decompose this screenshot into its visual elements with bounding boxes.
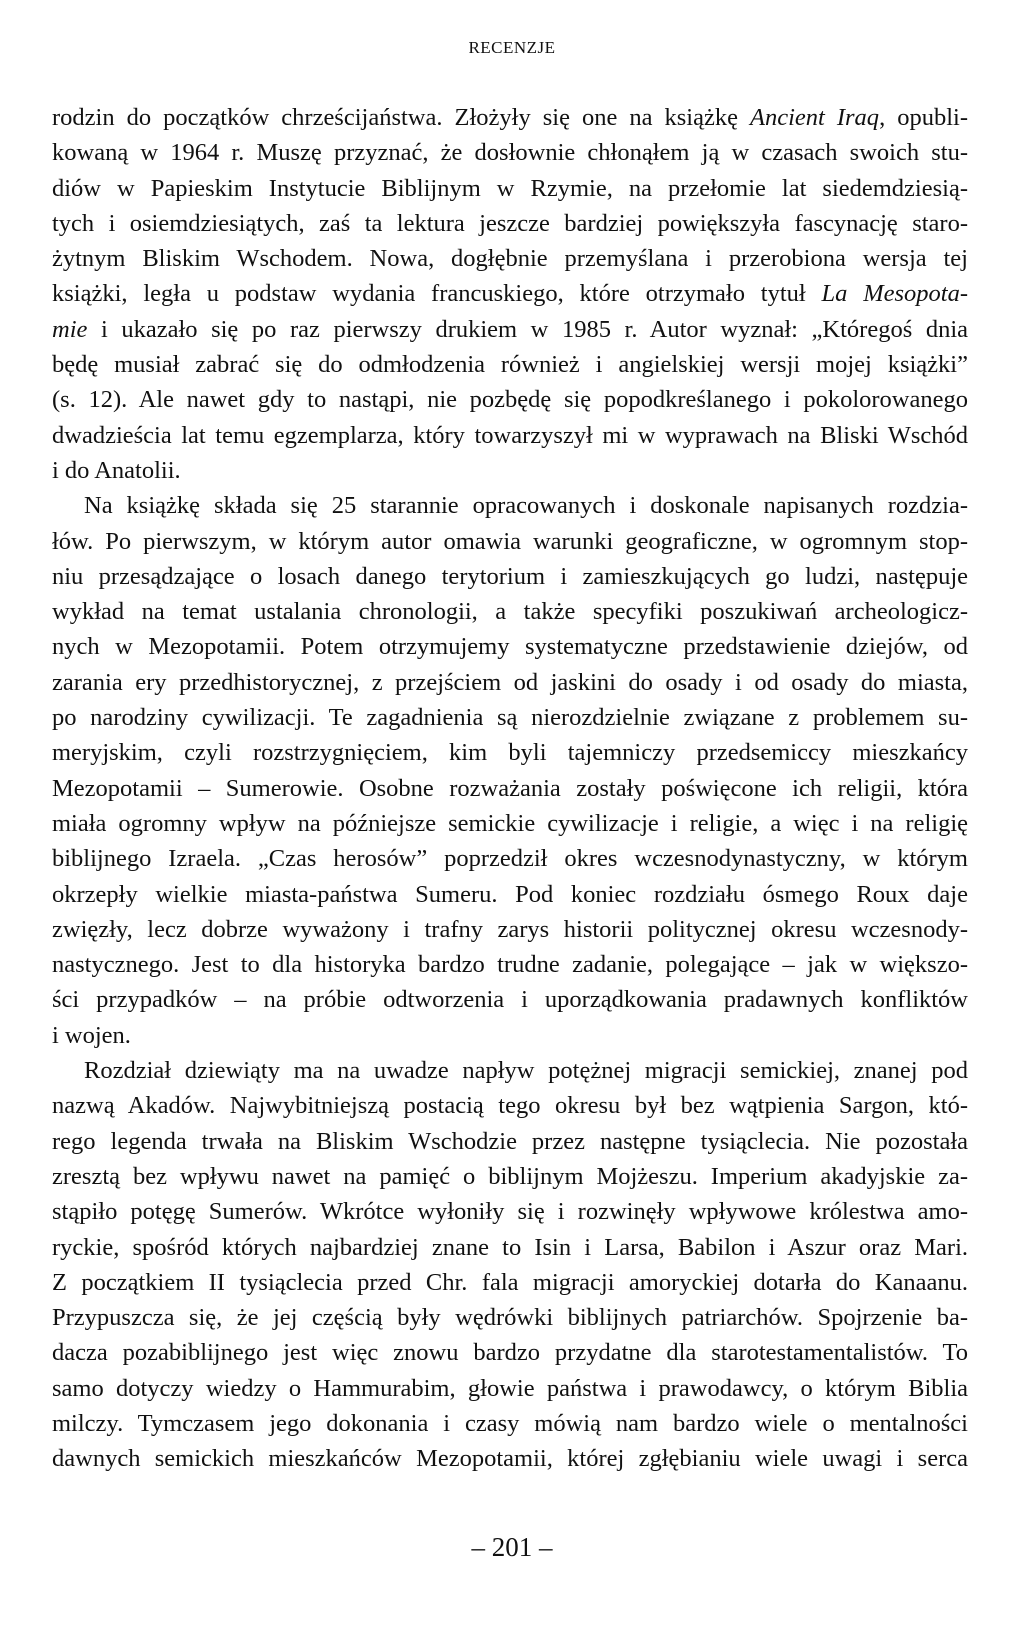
book-title: Ancient Iraq: [750, 104, 880, 131]
text-line: [52, 1159, 968, 1194]
page-number: – 201 –: [471, 1532, 553, 1562]
text-line: [52, 841, 968, 876]
book-title: mie: [52, 315, 88, 343]
line-text: rego legenda trwała na Bliskim Wschodzie przez następne tysiąclecia. Nie pozostała: [52, 1127, 968, 1155]
line-text: dwadzieścia lat temu egzemplarza, który towarzyszył mi w wyprawach na Bliski Wschód: [52, 421, 968, 449]
line-text: nazwą Akadów. Najwybitniejszą postacią tego okresu był bez wątpienia Sargon, któ-: [52, 1092, 968, 1120]
text-line: [52, 1088, 968, 1123]
text-line: [52, 806, 968, 841]
line-text: dawnych semickich mieszkańców Mezopotamii, której zgłębianiu wiele uwagi i serca: [52, 1445, 968, 1473]
line-text: meryjskim, czyli rozstrzygnięciem, kim byli tajemniczy przedsemiccy mieszkańcy: [52, 739, 968, 767]
line-text: diów w Papieskim Instytucie Biblijnym w Rzymie, na przełomie lat siedemdziesią-: [52, 174, 968, 202]
text-line: [52, 488, 968, 523]
text-line: [52, 276, 968, 311]
line-text: dacza pozabiblijnego jest więc znowu bardzo przydatne dla starotestamentalistów. To: [52, 1339, 968, 1367]
text-line: [52, 1018, 968, 1053]
line-text: wykład na temat ustalania chronologii, a także specyfiki poszukiwań archeologicz-: [52, 598, 968, 626]
line-text: zresztą bez wpływu nawet na pamięć o biblijnym Mojżeszu. Imperium akadyjskie za-: [52, 1162, 968, 1190]
line-text: i do Anatolii.: [52, 456, 181, 484]
line-text: Z początkiem II tysiąclecia przed Chr. fala migracji amoryckiej dotarła do Kanaanu.: [52, 1268, 968, 1296]
text-line: [52, 100, 968, 135]
text-line: [52, 735, 968, 770]
line-text: tych i osiemdziesiątych, zaś ta lektura jeszcze bardziej powiększyła fascynację staro-: [52, 209, 968, 237]
line-text: po narodziny cywilizacji. Te zagadnienia są nierozdzielnie związane z problemem su-: [52, 704, 968, 732]
line-text: milczy. Tymczasem jego dokonania i czasy mówią nam bardzo wiele o mentalności: [52, 1409, 968, 1437]
line-text: Rozdział dziewiąty ma na uwadze napływ potężnej migracji semickiej, znanej pod: [84, 1057, 968, 1085]
line-text: rodzin do początków chrześcijaństwa. Złożyły się one na książkę: [52, 104, 751, 131]
line-text: Na książkę składa się 25 starannie opracowanych i doskonale napisanych rozdzia-: [84, 492, 968, 520]
text-line: [52, 700, 968, 735]
line-text: okrzepły wielkie miasta-państwa Sumeru. Pod koniec rozdziału ósmego Roux daje: [52, 880, 968, 908]
text-line: [52, 1230, 968, 1265]
text-line: [52, 771, 968, 806]
line-text: Przypuszcza się, że jej częścią były wędrówki biblijnych patriarchów. Spojrzenie ba-: [52, 1304, 968, 1332]
line-text: ryckie, spośród których najbardziej znane to Isin i Larsa, Babilon i Aszur oraz Mari.: [52, 1233, 968, 1261]
line-text: i wojen.: [52, 1021, 131, 1049]
line-text: biblijnego Izraela. „Czas herosów” poprzedził okres wczesnodynastyczny, w którym: [52, 845, 968, 873]
line-text: zwięzły, lecz dobrze wyważony i trafny zarys historii politycznej okresu wczesnody-: [52, 915, 968, 943]
line-text: zarania ery przedhistorycznej, z przejściem od jaskini do osady i od osady do miasta,: [52, 668, 968, 696]
text-line: [52, 665, 968, 700]
line-text: Mezopotamii – Sumerowie. Osobne rozważania zostały poświęcone ich religii, która: [52, 774, 968, 802]
text-line: [52, 982, 968, 1017]
line-text: żytnym Bliskim Wschodem. Nowa, dogłębnie przemyślana i przerobiona wersja tej: [52, 245, 968, 273]
text-line: [52, 629, 968, 664]
text-line: [52, 171, 968, 206]
book-title: La Mesopota-: [821, 280, 968, 308]
text-line: [52, 135, 968, 170]
text-line: [52, 1265, 968, 1300]
text-line: [52, 1371, 968, 1406]
text-line: [52, 453, 968, 488]
text-line: [52, 524, 968, 559]
line-text: stąpiło potęgę Sumerów. Wkrótce wyłoniły się i rozwinęły wpływowe królestwa amo-: [52, 1198, 968, 1226]
line-text: nych w Mezopotamii. Potem otrzymujemy systematyczne przedstawienie dziejów, od: [52, 633, 968, 661]
line-text: samo dotyczy wiedzy o Hammurabim, głowie państwa i prawodawcy, o którym Biblia: [52, 1374, 968, 1402]
text-line: [52, 877, 968, 912]
line-text: niu przesądzające o losach danego terytorium i zamieszkujących go ludzi, następuje: [52, 562, 968, 590]
text-line: [52, 1335, 968, 1370]
text-line: [52, 1124, 968, 1159]
text-line: [52, 1300, 968, 1335]
line-text: i ukazało się po raz pierwszy drukiem w 1985 r. Autor wyznał: „Któregoś dnia: [87, 315, 968, 343]
text-line: [52, 559, 968, 594]
text-line: [52, 241, 968, 276]
text-line: [52, 312, 968, 347]
text-line: [52, 382, 968, 417]
line-text: nastycznego. Jest to dla historyka bardzo trudne zadanie, polegające – jak w większo-: [52, 951, 968, 979]
line-text: (s. 12). Ale nawet gdy to nastąpi, nie pozbędę się popodkreślanego i pokolorowanego: [52, 386, 968, 414]
line-text: ści przypadków – na próbie odtworzenia i uporządkowania pradawnych konfliktów: [52, 986, 968, 1014]
text-line: [52, 947, 968, 982]
text-line: [52, 1406, 968, 1441]
text-line: [52, 912, 968, 947]
line-text: książki, legła u podstaw wydania francuskiego, które otrzymało tytuł: [52, 280, 822, 308]
text-line: [52, 594, 968, 629]
text-line: [52, 1053, 968, 1088]
text-line: [52, 1194, 968, 1229]
text-line: [52, 347, 968, 382]
text-line: [52, 1441, 968, 1476]
line-text: łów. Po pierwszym, w którym autor omawia warunki geograficzne, w ogromnym stop-: [52, 527, 968, 555]
review-body-text: [52, 100, 968, 1477]
line-text: będę musiał zabrać się do odmłodzenia również i angielskiej wersji mojej książki”: [52, 351, 968, 379]
text-line: [52, 418, 968, 453]
line-text: kowaną w 1964 r. Muszę przyznać, że dosłownie chłonąłem ją w czasach swoich stu-: [52, 139, 968, 167]
text-line: [52, 206, 968, 241]
line-text: miała ogromny wpływ na późniejsze semickie cywilizacje i religie, a więc i na religię: [52, 809, 968, 837]
line-text: , opubli-: [879, 104, 968, 131]
running-head: RECENZJE: [468, 38, 556, 57]
